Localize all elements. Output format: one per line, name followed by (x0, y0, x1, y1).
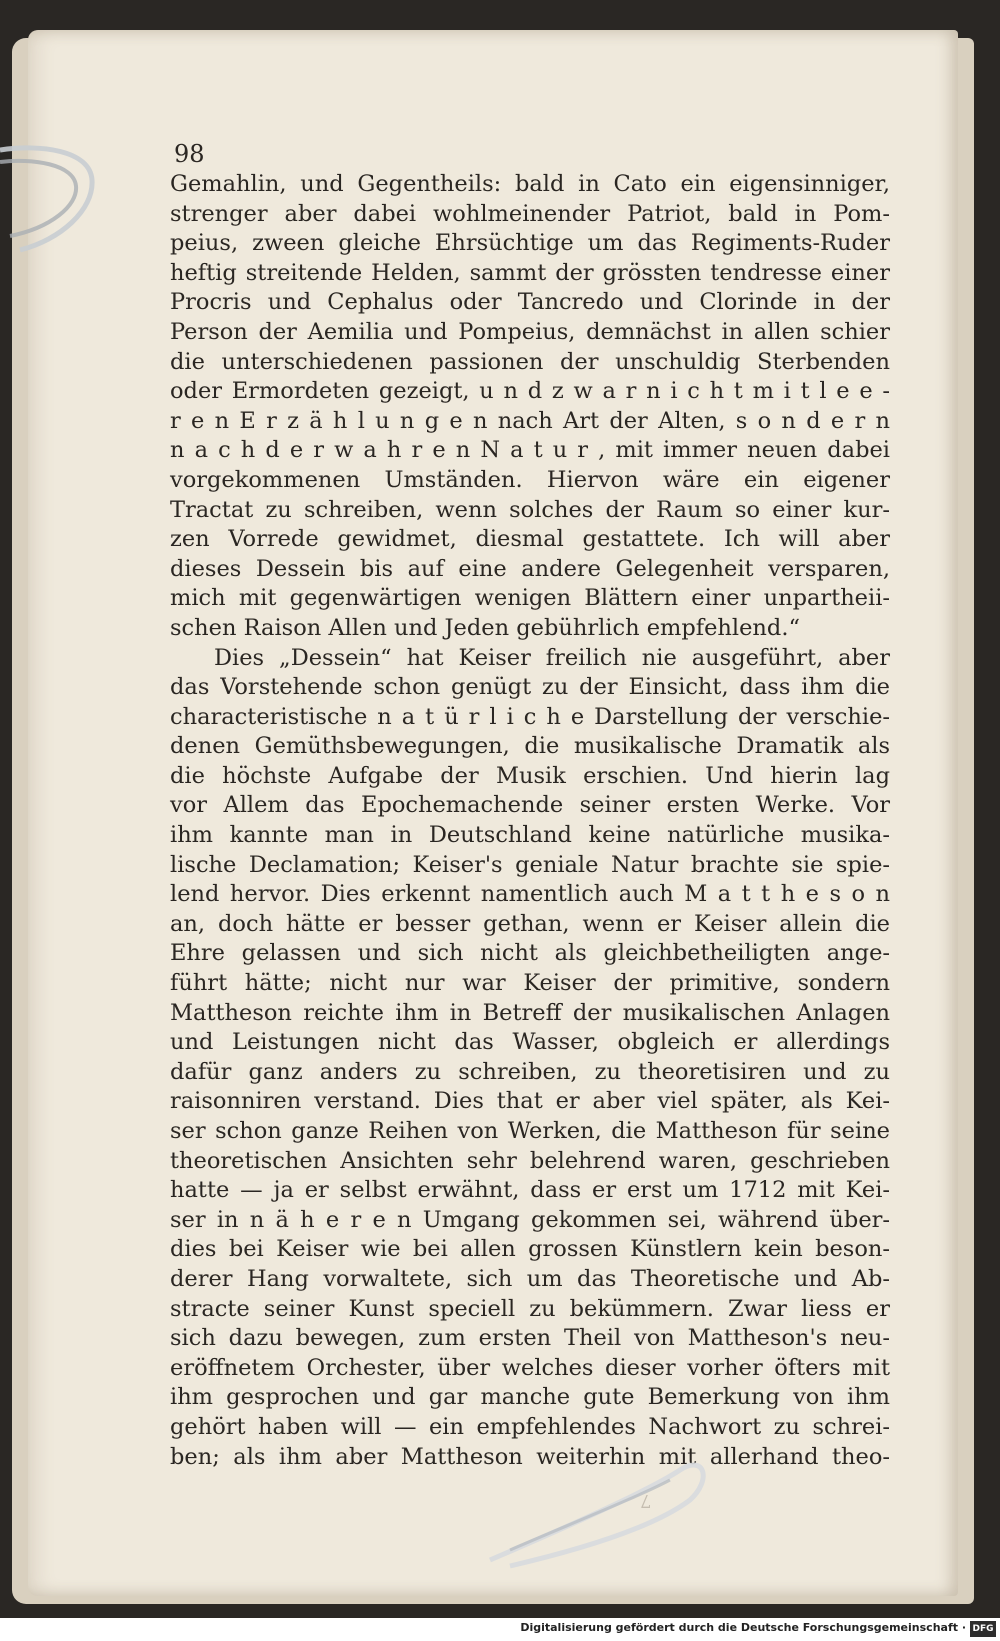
text-line: Gemahlin, und Gegentheils: bald in Cato ein eigensinniger, (170, 171, 890, 197)
text-line: ser schon ganze Reihen von Werken, die Mattheson für seine (170, 1118, 890, 1144)
text-line: dies bei Keiser wie bei allen grossen Künstlern kein beson- (170, 1236, 890, 1263)
dfg-logo: DFG (970, 1621, 996, 1637)
text-line: das Vorstehende schon genügt zu der Einsicht, dass ihm die (170, 674, 890, 701)
text-line: ben; als ihm aber Mattheson weiterhin mit allerhand theo- (170, 1443, 890, 1470)
text-line: zen Vorrede gewidmet, diesmal gestattete. Ich will aber (170, 526, 890, 553)
text-line: peius, zween gleiche Ehrsüchtige um das Regiments-Ruder (170, 230, 890, 257)
text-line: r e n E r z ä h l u n g e n nach Art der Alten, s o n d e r n (170, 407, 890, 434)
text-line: und Leistungen nicht das Wasser, obgleich er allerdings (170, 1029, 890, 1056)
body-text (170, 170, 890, 1472)
text-line: raisonniren verstand. Dies that er aber viel später, als Kei- (170, 1088, 890, 1115)
text-line: derer Hang vorwaltete, sich um das Theoretische und Ab- (170, 1265, 890, 1292)
text-line: hatte — ja er selbst erwähnt, dass er erst um 1712 mit Kei- (170, 1177, 890, 1204)
text-line: ihm gesprochen und gar manche gute Bemerkung von ihm (170, 1384, 890, 1411)
text-line: eröffnetem Orchester, über welches dieser vorher öfters mit (170, 1354, 890, 1381)
text-line: lend hervor. Dies erkennt namentlich auch M a t t h e s o n (170, 881, 890, 908)
text-line: an, doch hätte er besser gethan, wenn er Keiser allein die (170, 910, 890, 937)
text-line: dieses Dessein bis auf eine andere Gelegenheit versparen, (170, 555, 890, 582)
digitization-credit: Digitalisierung gefördert durch die Deutsche Forschungsgemeinschaft · (520, 1621, 966, 1634)
text-line: führt hätte; nicht nur war Keiser der primitive, sondern (170, 970, 890, 997)
footer-bar (0, 1618, 1000, 1641)
text-line: die höchste Aufgabe der Musik erschien. Und hierin lag (170, 762, 890, 789)
text-line: Dies „Dessein“ hat Keiser freilich nie ausgeführt, aber (214, 644, 890, 671)
text-line: stracte seiner Kunst speciell zu bekümmern. Zwar liess er (170, 1295, 890, 1322)
text-line: mich mit gegenwärtigen wenigen Blättern einer unpartheii- (170, 585, 890, 612)
text-line: die unterschiedenen passionen der unschuldig Sterbenden (170, 348, 890, 375)
text-line: characteristische n a t ü r l i c h e Darstellung der verschie- (170, 703, 890, 730)
text-line: denen Gemüthsbewegungen, die musikalische Dramatik als (170, 733, 890, 760)
text-line: ihm kannte man in Deutschland keine natürliche musika- (170, 822, 890, 849)
text-line: Mattheson reichte ihm in Betreff der musikalischen Anlagen (170, 999, 890, 1026)
text-line: heftig streitende Helden, sammt der grössten tendresse einer (170, 259, 890, 286)
text-line: vor Allem das Epochemachende seiner ersten Werke. Vor (170, 792, 890, 819)
bleed-through-text: 7 (640, 1490, 652, 1511)
text-line: strenger aber dabei wohlmeinender Patriot, bald in Pom- (170, 200, 890, 227)
text-line: vorgekommenen Umständen. Hiervon wäre ein eigener (170, 466, 890, 493)
text-line: Tractat zu schreiben, wenn solches der Raum so einer kur- (170, 496, 890, 523)
text-line: oder Ermordeten gezeigt, u n d z w a r n i c h t m i t l e e - (170, 378, 890, 405)
text-line: schen Raison Allen und Jeden gebührlich empfehlend.“ (170, 614, 800, 641)
text-line: ser in n ä h e r e n Umgang gekommen sei, während über- (170, 1206, 890, 1233)
text-line: Procris und Cephalus oder Tancredo und Clorinde in der (170, 289, 890, 316)
text-line: sich dazu bewegen, zum ersten Theil von Mattheson's neu- (170, 1325, 890, 1352)
page-number: 98 (174, 140, 205, 168)
text-line: lische Declamation; Keiser's geniale Natur brachte sie spie- (170, 851, 890, 878)
text-line: dafür ganz anders zu schreiben, zu theoretisiren und zu (170, 1058, 890, 1085)
text-line: gehört haben will — ein empfehlendes Nachwort zu schrei- (170, 1413, 890, 1440)
text-line: Ehre gelassen und sich nicht als gleichbetheiligten ange- (170, 940, 890, 967)
text-line: theoretischen Ansichten sehr belehrend waren, geschrieben (170, 1147, 890, 1174)
text-line: n a c h d e r w a h r e n N a t u r , mit immer neuen dabei (170, 437, 890, 464)
text-line: Person der Aemilia und Pompeius, demnächst in allen schier (170, 318, 890, 345)
